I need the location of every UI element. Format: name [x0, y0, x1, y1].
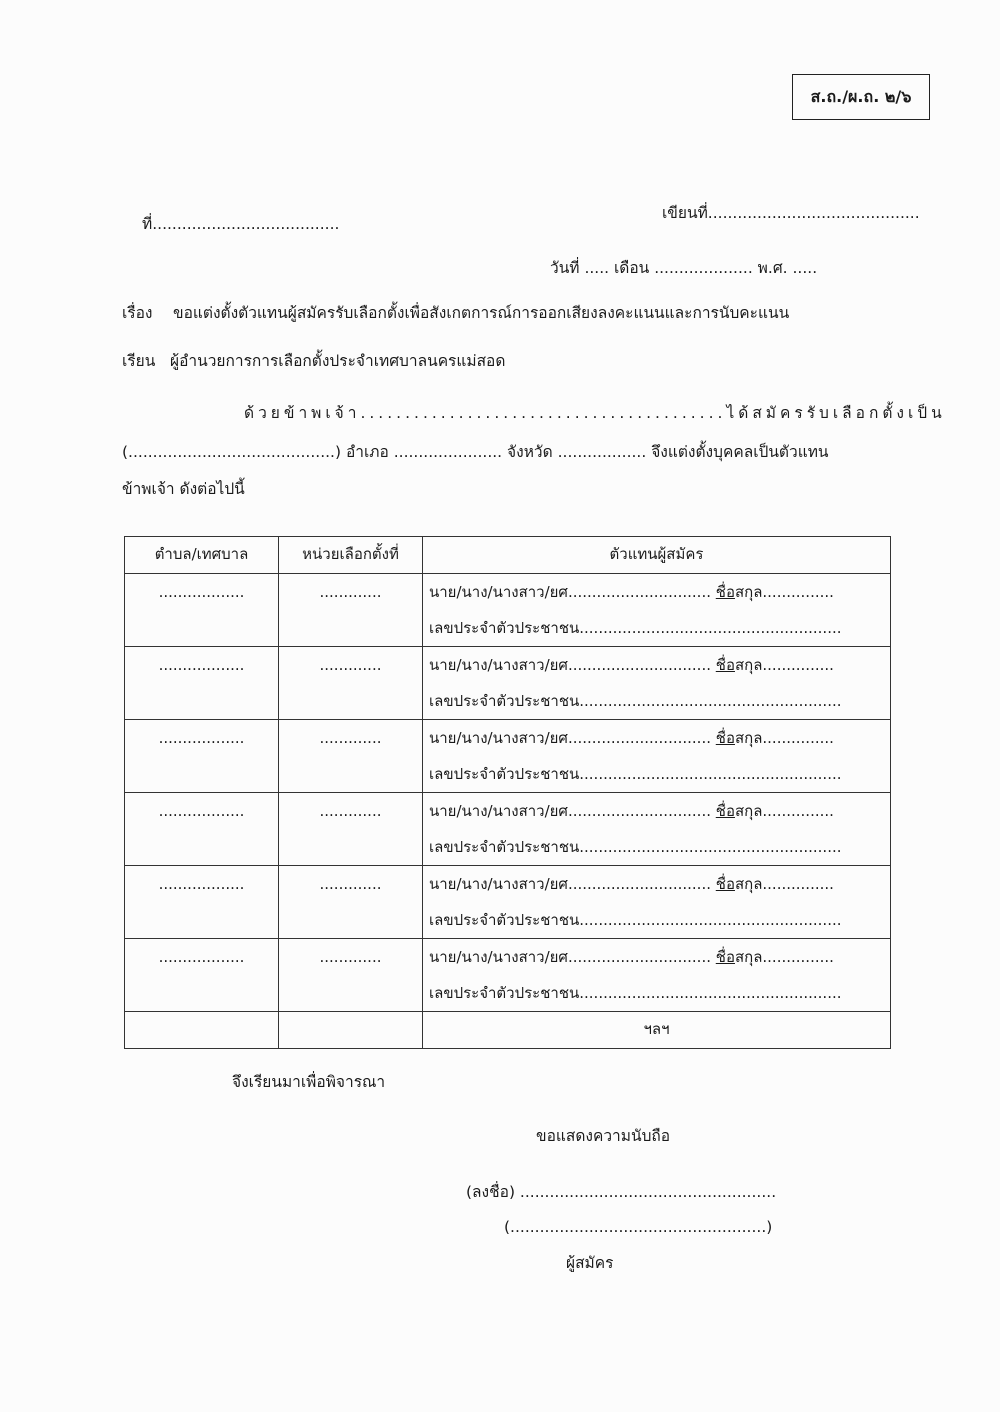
addressee-label: เรียน — [122, 352, 156, 370]
body-line-1[interactable]: ด้วยข้าพเจ้า.........................................ได้สมัครรับเลือกตั้งเป็น — [244, 404, 946, 422]
body-line-3: ข้าพเจ้า ดังต่อไปนี้ — [122, 480, 245, 498]
id-number-line[interactable]: เลขประจำตัวประชาชน....................................................... — [429, 838, 842, 856]
surname-label: ชื่อ — [715, 583, 735, 601]
signer-role: ผู้สมัคร — [566, 1254, 614, 1272]
surname-field: สกุล............... — [734, 875, 834, 893]
name-prefix: นาย/นาง/นางสาว/ยศ.............................. — [429, 729, 711, 747]
table-row — [125, 793, 891, 866]
subdistrict-cell[interactable]: .................. — [125, 574, 279, 647]
id-number-line[interactable]: เลขประจำตัวประชาชน....................................................... — [429, 619, 842, 637]
representative-cell[interactable] — [423, 939, 891, 1012]
name-line[interactable] — [423, 647, 890, 683]
polling-unit-cell[interactable]: ............. — [279, 647, 423, 720]
id-number-line[interactable]: เลขประจำตัวประชาชน....................................................... — [429, 692, 842, 710]
surname-label: ชื่อ — [715, 875, 735, 893]
subdistrict-cell[interactable]: .................. — [125, 793, 279, 866]
table-row-etc — [125, 1012, 891, 1049]
surname-label: ชื่อ — [715, 948, 735, 966]
surname-label: ชื่อ — [715, 729, 735, 747]
table-row — [125, 574, 891, 647]
id-number-line[interactable]: เลขประจำตัวประชาชน....................................................... — [429, 911, 842, 929]
surname-label: ชื่อ — [715, 802, 735, 820]
subject-text: ขอแต่งตั้งตัวแทนผู้สมัครรับเลือกตั้งเพื่อสังเกตการณ์การออกเสียงลงคะแนนและการนับคะแนน — [173, 304, 790, 322]
closing-request: จึงเรียนมาเพื่อพิจารณา — [232, 1073, 386, 1091]
closing-regards: ขอแสดงความนับถือ — [536, 1127, 671, 1145]
polling-unit-cell[interactable]: ............. — [279, 939, 423, 1012]
name-line[interactable] — [423, 793, 890, 829]
subdistrict-cell[interactable]: .................. — [125, 647, 279, 720]
empty-cell — [125, 1012, 279, 1049]
representative-cell[interactable] — [423, 720, 891, 793]
representatives-table — [124, 536, 891, 1049]
polling-unit-cell[interactable]: ............. — [279, 574, 423, 647]
subdistrict-cell[interactable]: .................. — [125, 720, 279, 793]
polling-unit-cell[interactable]: ............. — [279, 793, 423, 866]
header-subdistrict: ตำบล/เทศบาล — [125, 537, 279, 574]
signer-name-field[interactable]: (....................................................) — [504, 1218, 773, 1236]
surname-label: ชื่อ — [715, 656, 735, 674]
header-polling-unit: หน่วยเลือกตั้งที่ — [279, 537, 423, 574]
name-line[interactable] — [423, 720, 890, 756]
surname-field: สกุล............... — [734, 948, 834, 966]
table-row — [125, 720, 891, 793]
name-prefix: นาย/นาง/นางสาว/ยศ.............................. — [429, 875, 711, 893]
subject-label: เรื่อง — [122, 304, 153, 322]
name-prefix: นาย/นาง/นางสาว/ยศ.............................. — [429, 583, 711, 601]
representative-cell[interactable] — [423, 866, 891, 939]
name-prefix: นาย/นาง/นางสาว/ยศ.............................. — [429, 802, 711, 820]
empty-cell — [279, 1012, 423, 1049]
form-code-box: ส.ถ./ผ.ถ. ๒/๖ — [792, 74, 930, 120]
table-header-row — [125, 537, 891, 574]
table-row — [125, 866, 891, 939]
date-line[interactable]: วันที่ ..... เดือน .................... พ.ศ. ..... — [550, 259, 818, 277]
name-line[interactable] — [423, 939, 890, 975]
polling-unit-cell[interactable]: ............. — [279, 866, 423, 939]
name-prefix: นาย/นาง/นางสาว/ยศ.............................. — [429, 948, 711, 966]
reference-number-field[interactable]: ที่...................................... — [142, 215, 340, 233]
written-at-field[interactable]: เขียนที่........................................... — [662, 204, 920, 222]
surname-field: สกุล............... — [734, 729, 834, 747]
subdistrict-cell[interactable]: .................. — [125, 866, 279, 939]
subdistrict-cell[interactable]: .................. — [125, 939, 279, 1012]
name-line[interactable] — [423, 574, 890, 610]
table-row — [125, 647, 891, 720]
representative-cell[interactable] — [423, 647, 891, 720]
representative-cell[interactable] — [423, 793, 891, 866]
name-prefix: นาย/นาง/นางสาว/ยศ.............................. — [429, 656, 711, 674]
id-number-line[interactable]: เลขประจำตัวประชาชน....................................................... — [429, 984, 842, 1002]
representative-cell[interactable] — [423, 574, 891, 647]
surname-field: สกุล............... — [734, 583, 834, 601]
table-row — [125, 939, 891, 1012]
name-line[interactable] — [423, 866, 890, 902]
surname-field: สกุล............... — [734, 802, 834, 820]
header-representative: ตัวแทนผู้สมัคร — [423, 537, 891, 574]
signature-line[interactable]: (ลงชื่อ) .................................................... — [466, 1183, 777, 1201]
etc-cell: ฯลฯ — [423, 1012, 891, 1049]
body-line-2[interactable]: (..........................................) อำเภอ ...................... จังหวัด .................. จึงแต่งตั้งบุคคลเป็นตัวแทน — [122, 443, 829, 461]
id-number-line[interactable]: เลขประจำตัวประชาชน....................................................... — [429, 765, 842, 783]
surname-field: สกุล............... — [734, 656, 834, 674]
polling-unit-cell[interactable]: ............. — [279, 720, 423, 793]
addressee-text: ผู้อำนวยการการเลือกตั้งประจำเทศบาลนครแม่สอด — [170, 352, 506, 370]
